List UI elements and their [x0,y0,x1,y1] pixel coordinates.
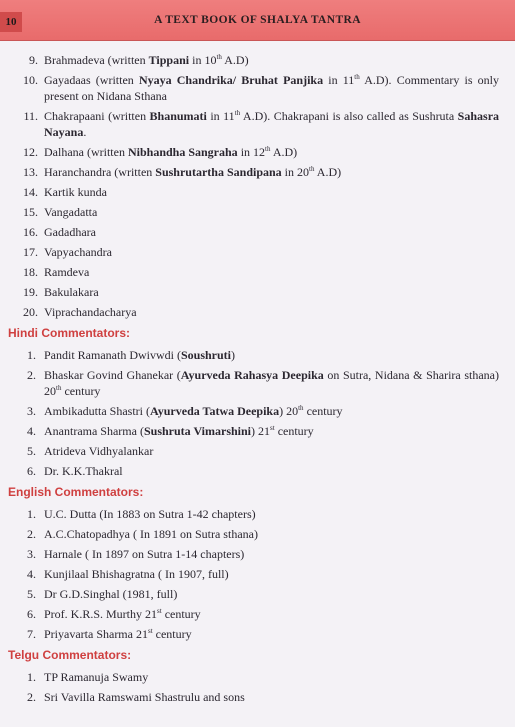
text: Bakulakara [44,285,99,299]
text: Atrideva Vidhyalankar [44,444,154,458]
item-text [44,224,499,240]
text: in 11 [323,73,355,87]
text: Chakrapaani (written [44,109,150,123]
item-number: 4. [27,567,36,581]
item-number: 12. [23,145,38,159]
bold-text: Sushrutartha Sandipana [155,165,282,179]
page-content [0,52,515,709]
list-item [0,144,515,160]
item-text [44,367,499,399]
bold-text: Ayurveda Rahasya Deepika [180,368,324,382]
item-number: 2. [27,690,36,704]
list-item [0,669,515,685]
item-text [44,204,499,220]
item-text [44,304,499,320]
superscript: th [56,384,62,392]
item-number: 2. [27,368,36,382]
list-item [0,566,515,582]
text: ) [231,348,236,362]
text: A.D) [314,165,342,179]
list-item [0,606,515,622]
list-item [0,347,515,363]
item-text [44,347,499,363]
list-item [0,304,515,320]
item-text [44,264,499,280]
list-item [0,164,515,180]
bold-text: Sahasra Nayana [44,109,500,139]
text: A.C.Chatopadhya ( In 1891 on Sutra sthana) [44,527,258,541]
list-item [0,367,515,399]
text: Brahmadeva (written [44,53,149,67]
item-text [44,546,499,562]
list-item [0,443,515,459]
text: in 20 [281,165,310,179]
text: Anantrama Sharma ( [44,424,144,438]
text: in 11 [206,109,235,123]
item-number: 6. [27,607,36,621]
item-text [44,526,499,542]
list-item [0,689,515,705]
text: Pandit Ramanath Dwivwdi ( [44,348,181,362]
text: Gayadaas (written [44,73,139,87]
superscript: th [309,165,315,173]
superscript: th [265,145,271,153]
text: Dr. K.K.Thakral [44,464,123,478]
item-number: 1. [27,670,36,684]
item-number: 11. [23,109,38,123]
item-number: 16. [23,225,38,239]
text: Vangadatta [44,205,98,219]
bold-text: Bhanumati [149,109,207,123]
item-text [44,164,499,180]
book-title: A TEXT BOOK OF SHALYA TANTRA [154,14,361,26]
text: century [303,404,343,418]
item-number: 10. [23,73,38,87]
item-text [44,284,499,300]
text: Kunjilaal Bhishagratna ( In 1907, full) [44,567,229,581]
superscript: th [298,404,304,412]
text: A.D) [221,53,249,67]
text: Haranchandra (written [44,165,156,179]
item-number: 6. [27,464,36,478]
item-text [44,506,499,522]
superscript: st [147,627,153,635]
list-item [0,52,515,68]
text: in 12 [237,145,266,159]
text: ) 20 [279,404,299,418]
text: century [152,627,192,641]
text: A.D). Commentary is only present on Nidana Sthana [44,73,499,103]
list-item [0,264,515,280]
text: Prof. K.R.S. Murthy 21 [44,607,158,621]
item-text [44,423,499,439]
text: in 10 [189,53,217,67]
list-item [0,506,515,522]
bold-text: Ayurveda Tatwa Deepika [149,404,280,418]
superscript: st [157,607,162,615]
hindi-commentators-list [0,347,515,479]
item-number: 1. [27,348,36,362]
item-text [44,52,499,68]
text: A.D) [270,145,298,159]
item-text [44,403,499,419]
item-number: 5. [27,587,36,601]
bold-text: Tippani [148,53,190,67]
item-text [44,566,499,582]
list-item [0,284,515,300]
list-item [0,526,515,542]
item-text [44,184,499,200]
text: century [161,607,201,621]
item-number: 3. [27,547,36,561]
item-number: 15. [23,205,38,219]
list-item [0,244,515,260]
superscript: st [270,424,275,432]
item-text [44,244,499,260]
list-item [0,403,515,419]
item-text [44,669,499,685]
text: Bhaskar Govind Ghanekar ( [44,368,181,382]
text: ) 21 [251,424,271,438]
text: century [61,384,101,398]
list-item [0,423,515,439]
item-text [44,463,499,479]
bold-text: Nibhandha Sangraha [127,145,238,159]
text: on Sutra, Nidana & Sharira sthana) 20 [44,368,499,398]
page-header [0,0,515,41]
list-item [0,72,515,104]
item-number: 5. [27,444,36,458]
text: Dr G.D.Singhal (1981, full) [44,587,178,601]
section-heading-english: English Commentators: [8,485,144,499]
item-text [44,689,499,705]
item-number: 13. [23,165,38,179]
text: Vapyachandra [44,245,112,259]
text: century [274,424,314,438]
english-commentators-list [0,506,515,642]
section-heading-hindi: Hindi Commentators: [8,326,131,340]
telgu-commentators-list [0,669,515,705]
item-text [44,72,499,104]
page-number: 10 [0,12,22,32]
text: . [83,125,87,139]
text: TP Ramanuja Swamy [44,670,149,684]
item-text [44,108,499,140]
commentators-list [0,52,515,320]
item-number: 14. [23,185,38,199]
bold-text: Sushruta Vimarshini [143,424,252,438]
item-text [44,626,499,642]
list-item [0,204,515,220]
superscript: th [216,53,222,61]
text: Sri Vavilla Ramswami Shastrulu and sons [44,690,245,704]
item-number: 2. [27,527,36,541]
list-item [0,586,515,602]
superscript: th [354,73,360,81]
item-number: 20. [23,305,38,319]
item-number: 18. [23,265,38,279]
bold-text: Soushruti [180,348,232,362]
item-text [44,606,499,622]
text: Viprachandacharya [44,305,137,319]
text: Ambikadutta Shastri ( [44,404,150,418]
text: Priyavarta Sharma 21 [44,627,148,641]
bold-text: Nyaya Chandrika/ Bruhat Panjika [138,73,324,87]
list-item [0,546,515,562]
item-number: 9. [29,53,38,67]
section-heading-telgu: Telgu Commentators: [8,648,132,662]
text: U.C. Dutta (In 1883 on Sutra 1-42 chapters) [44,507,256,521]
list-item [0,463,515,479]
list-item [0,626,515,642]
superscript: th [234,109,241,117]
text: Kartik kunda [44,185,107,199]
item-text [44,443,499,459]
item-number: 17. [23,245,38,259]
text: A.D). Chakrapani is also called as Sushruta [240,109,458,123]
item-number: 7. [27,627,36,641]
item-number: 19. [23,285,38,299]
item-text [44,586,499,602]
item-number: 3. [27,404,36,418]
text: Gadadhara [44,225,96,239]
text: Dalhana (written [44,145,128,159]
text: Harnale ( In 1897 on Sutra 1-14 chapters) [44,547,245,561]
item-number: 1. [27,507,36,521]
item-text [44,144,499,160]
text: Ramdeva [44,265,90,279]
item-number: 4. [27,424,36,438]
list-item [0,184,515,200]
list-item [0,108,515,140]
list-item [0,224,515,240]
